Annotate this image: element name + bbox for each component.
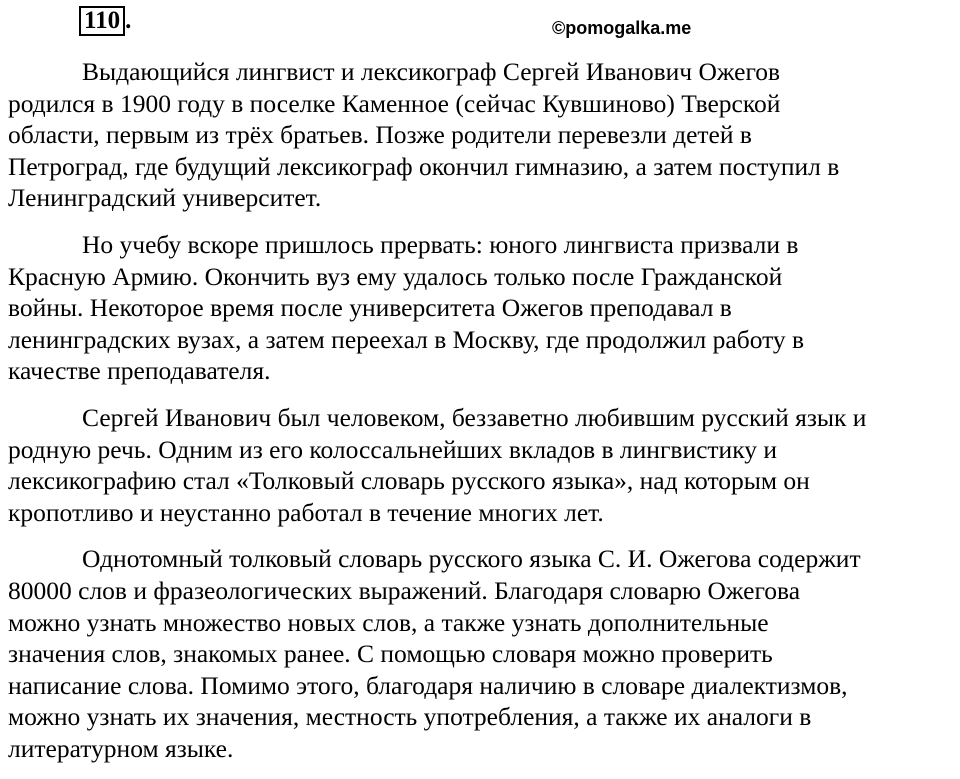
text-line: войны. Некоторое время после университета Ожегов преподавал в: [8, 293, 732, 323]
text-line: Сергей Иванович был человеком, беззаветно любившим русский язык и: [82, 402, 867, 432]
text-line: можно узнать их значения, местность употребления, а также их аналоги в: [8, 702, 812, 732]
paragraph-3: [8, 402, 953, 528]
text-line: Петроград, где будущий лексикограф окончил гимназию, а затем поступил в: [8, 151, 840, 181]
exercise-text: [8, 56, 953, 779]
text-line: Однотомный толковый словарь русского языка С. И. Ожегова содержит: [82, 544, 861, 574]
text-line: написание слова. Помимо этого, благодаря наличию в словаре диалектизмов,: [8, 670, 848, 700]
text-line: родную речь. Одним из его колоссальнейших вкладов в лингвистику и: [8, 434, 777, 464]
text-line: литературном языке.: [8, 733, 234, 763]
exercise-number: [79, 6, 131, 36]
paragraph-1: [8, 56, 953, 214]
exercise-number-box: 110: [79, 6, 125, 36]
text-line: кропотливо и неустанно работал в течение многих лет.: [8, 497, 604, 527]
text-line: можно узнать множество новых слов, а также узнать дополнительные: [8, 607, 769, 637]
watermark: ©pomogalka.me: [552, 18, 692, 38]
text-line: Но учебу вскоре пришлось прервать: юного лингвиста призвали в: [82, 229, 799, 259]
text-line: Выдающийся лингвист и лексикограф Сергей Иванович Ожегов: [82, 57, 781, 86]
text-line: области, первым из трёх братьев. Позже родители перевезли детей в: [8, 120, 752, 150]
exercise-number-dot: .: [125, 7, 132, 34]
paragraph-2: [8, 229, 953, 387]
text-line: Красную Армию. Окончить вуз ему удалось только после Гражданской: [8, 261, 783, 291]
paragraph-4: [8, 543, 953, 764]
text-line: лексикографию стал «Толковый словарь русского языка», над которым он: [8, 466, 810, 496]
text-line: ленинградских вузах, а затем переехал в Москву, где продолжил работу в: [8, 324, 805, 354]
text-line: родился в 1900 году в поселке Каменное (сейчас Кувшиново) Тверской: [8, 88, 781, 118]
text-line: значения слов, знакомых ранее. С помощью словаря можно проверить: [8, 639, 773, 669]
text-line: 80000 слов и фразеологических выражений. Благодаря словарю Ожегова: [8, 575, 801, 605]
text-line: качестве преподавателя.: [8, 356, 271, 386]
text-line: Ленинградский университет.: [8, 183, 322, 213]
